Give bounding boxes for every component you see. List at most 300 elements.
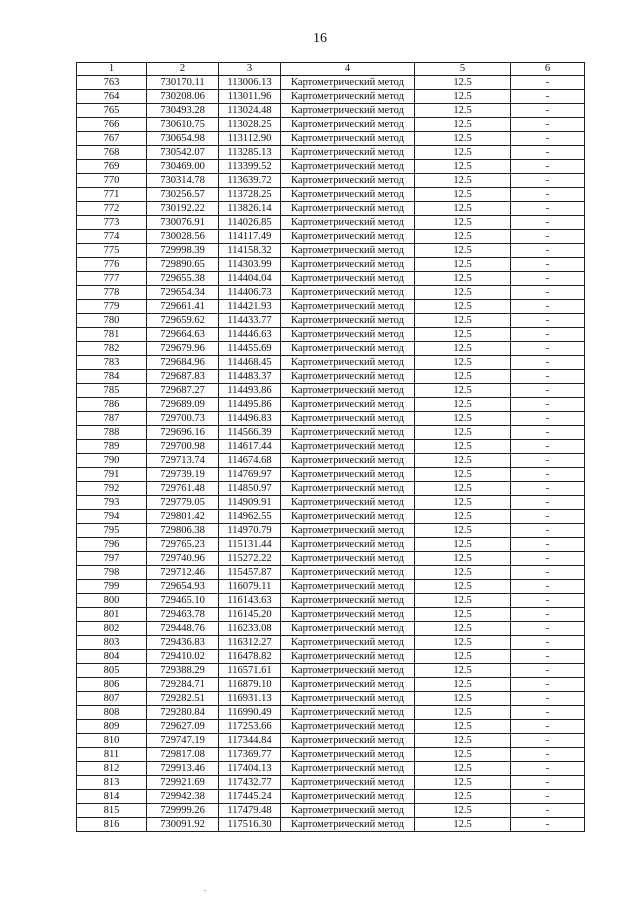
x-coordinate-cell: 729942.38 xyxy=(147,790,219,804)
accuracy-cell: 12.5 xyxy=(415,804,511,818)
y-coordinate-cell: 113011.96 xyxy=(219,90,281,104)
x-coordinate-cell: 729779.05 xyxy=(147,496,219,510)
point-number-cell: 794 xyxy=(77,510,147,524)
table-row xyxy=(77,90,585,104)
note-cell: - xyxy=(511,454,585,468)
accuracy-cell: 12.5 xyxy=(415,692,511,706)
table-row xyxy=(77,608,585,622)
note-cell: - xyxy=(511,356,585,370)
method-cell: Картометрический метод xyxy=(281,594,415,608)
accuracy-cell: 12.5 xyxy=(415,300,511,314)
note-cell: - xyxy=(511,636,585,650)
method-cell: Картометрический метод xyxy=(281,482,415,496)
method-cell: Картометрический метод xyxy=(281,678,415,692)
point-number-cell: 815 xyxy=(77,804,147,818)
table-row xyxy=(77,538,585,552)
point-number-cell: 807 xyxy=(77,692,147,706)
table-row xyxy=(77,496,585,510)
note-cell: - xyxy=(511,776,585,790)
table-row xyxy=(77,426,585,440)
note-cell: - xyxy=(511,258,585,272)
note-cell: - xyxy=(511,118,585,132)
table-row xyxy=(77,524,585,538)
y-coordinate-cell: 113024.48 xyxy=(219,104,281,118)
point-number-cell: 776 xyxy=(77,258,147,272)
method-cell: Картометрический метод xyxy=(281,90,415,104)
method-cell: Картометрический метод xyxy=(281,412,415,426)
method-cell: Картометрический метод xyxy=(281,510,415,524)
point-number-cell: 763 xyxy=(77,76,147,90)
method-cell: Картометрический метод xyxy=(281,118,415,132)
note-cell: - xyxy=(511,160,585,174)
table-row xyxy=(77,104,585,118)
note-cell: - xyxy=(511,790,585,804)
y-coordinate-cell: 116312.27 xyxy=(219,636,281,650)
note-cell: - xyxy=(511,552,585,566)
y-coordinate-cell: 114455.69 xyxy=(219,342,281,356)
x-coordinate-cell: 729664.63 xyxy=(147,328,219,342)
accuracy-cell: 12.5 xyxy=(415,636,511,650)
table-row xyxy=(77,454,585,468)
accuracy-cell: 12.5 xyxy=(415,188,511,202)
note-cell: - xyxy=(511,762,585,776)
method-cell: Картометрический метод xyxy=(281,636,415,650)
note-cell: - xyxy=(511,580,585,594)
accuracy-cell: 12.5 xyxy=(415,496,511,510)
point-number-cell: 778 xyxy=(77,286,147,300)
accuracy-cell: 12.5 xyxy=(415,594,511,608)
table-row xyxy=(77,720,585,734)
table-row xyxy=(77,566,585,580)
x-coordinate-cell: 729654.93 xyxy=(147,580,219,594)
point-number-cell: 802 xyxy=(77,622,147,636)
y-coordinate-cell: 117479.48 xyxy=(219,804,281,818)
y-coordinate-cell: 114769.97 xyxy=(219,468,281,482)
x-coordinate-cell: 730170.11 xyxy=(147,76,219,90)
method-cell: Картометрический метод xyxy=(281,454,415,468)
x-coordinate-cell: 729687.83 xyxy=(147,370,219,384)
note-cell: - xyxy=(511,524,585,538)
method-cell: Картометрический метод xyxy=(281,132,415,146)
x-coordinate-cell: 729661.41 xyxy=(147,300,219,314)
table-row xyxy=(77,174,585,188)
point-number-cell: 766 xyxy=(77,118,147,132)
y-coordinate-cell: 114674.68 xyxy=(219,454,281,468)
y-coordinate-cell: 115457.87 xyxy=(219,566,281,580)
x-coordinate-cell: 729687.27 xyxy=(147,384,219,398)
table-row xyxy=(77,258,585,272)
table-row xyxy=(77,118,585,132)
x-coordinate-cell: 729801.42 xyxy=(147,510,219,524)
table-row xyxy=(77,636,585,650)
note-cell: - xyxy=(511,174,585,188)
point-number-cell: 793 xyxy=(77,496,147,510)
note-cell: - xyxy=(511,244,585,258)
note-cell: - xyxy=(511,426,585,440)
x-coordinate-cell: 729689.09 xyxy=(147,398,219,412)
note-cell: - xyxy=(511,440,585,454)
accuracy-cell: 12.5 xyxy=(415,244,511,258)
method-cell: Картометрический метод xyxy=(281,160,415,174)
y-coordinate-cell: 114468.45 xyxy=(219,356,281,370)
note-cell: - xyxy=(511,678,585,692)
x-coordinate-cell: 729712.46 xyxy=(147,566,219,580)
x-coordinate-cell: 729747.19 xyxy=(147,734,219,748)
accuracy-cell: 12.5 xyxy=(415,398,511,412)
y-coordinate-cell: 116990.49 xyxy=(219,706,281,720)
accuracy-cell: 12.5 xyxy=(415,104,511,118)
y-coordinate-cell: 114850.97 xyxy=(219,482,281,496)
x-coordinate-cell: 730256.57 xyxy=(147,188,219,202)
y-coordinate-cell: 117404.13 xyxy=(219,762,281,776)
table-header xyxy=(77,63,585,76)
note-cell: - xyxy=(511,622,585,636)
accuracy-cell: 12.5 xyxy=(415,580,511,594)
accuracy-cell: 12.5 xyxy=(415,342,511,356)
table-row xyxy=(77,748,585,762)
note-cell: - xyxy=(511,748,585,762)
method-cell: Картометрический метод xyxy=(281,328,415,342)
x-coordinate-cell: 729436.83 xyxy=(147,636,219,650)
x-coordinate-cell: 729700.98 xyxy=(147,440,219,454)
y-coordinate-cell: 113285.13 xyxy=(219,146,281,160)
note-cell: - xyxy=(511,300,585,314)
point-number-cell: 792 xyxy=(77,482,147,496)
note-cell: - xyxy=(511,706,585,720)
note-cell: - xyxy=(511,146,585,160)
y-coordinate-cell: 114433.77 xyxy=(219,314,281,328)
method-cell: Картометрический метод xyxy=(281,692,415,706)
y-coordinate-cell: 114406.73 xyxy=(219,286,281,300)
x-coordinate-cell: 729465.10 xyxy=(147,594,219,608)
accuracy-cell: 12.5 xyxy=(415,356,511,370)
point-number-cell: 804 xyxy=(77,650,147,664)
y-coordinate-cell: 114909.91 xyxy=(219,496,281,510)
point-number-cell: 790 xyxy=(77,454,147,468)
note-cell: - xyxy=(511,650,585,664)
method-cell: Картометрический метод xyxy=(281,524,415,538)
y-coordinate-cell: 115131.44 xyxy=(219,538,281,552)
method-cell: Картометрический метод xyxy=(281,244,415,258)
method-cell: Картометрический метод xyxy=(281,440,415,454)
table-row xyxy=(77,440,585,454)
note-cell: - xyxy=(511,202,585,216)
method-cell: Картометрический метод xyxy=(281,104,415,118)
accuracy-cell: 12.5 xyxy=(415,468,511,482)
table-row xyxy=(77,342,585,356)
x-coordinate-cell: 729817.08 xyxy=(147,748,219,762)
point-number-cell: 809 xyxy=(77,720,147,734)
y-coordinate-cell: 116931.13 xyxy=(219,692,281,706)
y-coordinate-cell: 114404.04 xyxy=(219,272,281,286)
column-header-4: 4 xyxy=(281,63,415,76)
table-row xyxy=(77,804,585,818)
y-coordinate-cell: 113112.90 xyxy=(219,132,281,146)
method-cell: Картометрический метод xyxy=(281,314,415,328)
table-row xyxy=(77,468,585,482)
method-cell: Картометрический метод xyxy=(281,300,415,314)
x-coordinate-cell: 729463.78 xyxy=(147,608,219,622)
y-coordinate-cell: 114026.85 xyxy=(219,216,281,230)
method-cell: Картометрический метод xyxy=(281,398,415,412)
x-coordinate-cell: 730091.92 xyxy=(147,818,219,832)
header-row xyxy=(77,63,585,76)
method-cell: Картометрический метод xyxy=(281,664,415,678)
table-row xyxy=(77,244,585,258)
method-cell: Картометрический метод xyxy=(281,580,415,594)
table-row xyxy=(77,706,585,720)
y-coordinate-cell: 117369.77 xyxy=(219,748,281,762)
x-coordinate-cell: 730076.91 xyxy=(147,216,219,230)
method-cell: Картометрический метод xyxy=(281,608,415,622)
point-number-cell: 805 xyxy=(77,664,147,678)
table-row xyxy=(77,76,585,90)
accuracy-cell: 12.5 xyxy=(415,90,511,104)
y-coordinate-cell: 116571.61 xyxy=(219,664,281,678)
method-cell: Картометрический метод xyxy=(281,202,415,216)
point-number-cell: 812 xyxy=(77,762,147,776)
point-number-cell: 789 xyxy=(77,440,147,454)
column-header-6: 6 xyxy=(511,63,585,76)
x-coordinate-cell: 730028.56 xyxy=(147,230,219,244)
method-cell: Картометрический метод xyxy=(281,552,415,566)
point-number-cell: 814 xyxy=(77,790,147,804)
table-row xyxy=(77,300,585,314)
note-cell: - xyxy=(511,692,585,706)
method-cell: Картометрический метод xyxy=(281,720,415,734)
y-coordinate-cell: 114421.93 xyxy=(219,300,281,314)
x-coordinate-cell: 729806.38 xyxy=(147,524,219,538)
x-coordinate-cell: 729761.48 xyxy=(147,482,219,496)
accuracy-cell: 12.5 xyxy=(415,762,511,776)
table-row xyxy=(77,776,585,790)
note-cell: - xyxy=(511,818,585,832)
point-number-cell: 779 xyxy=(77,300,147,314)
note-cell: - xyxy=(511,468,585,482)
accuracy-cell: 12.5 xyxy=(415,216,511,230)
footer-mark: . xyxy=(204,884,206,893)
accuracy-cell: 12.5 xyxy=(415,384,511,398)
column-header-2: 2 xyxy=(147,63,219,76)
x-coordinate-cell: 729700.73 xyxy=(147,412,219,426)
point-number-cell: 782 xyxy=(77,342,147,356)
y-coordinate-cell: 114446.63 xyxy=(219,328,281,342)
accuracy-cell: 12.5 xyxy=(415,706,511,720)
point-number-cell: 791 xyxy=(77,468,147,482)
y-coordinate-cell: 113639.72 xyxy=(219,174,281,188)
method-cell: Картометрический метод xyxy=(281,384,415,398)
y-coordinate-cell: 114303.99 xyxy=(219,258,281,272)
table-body xyxy=(77,76,585,832)
note-cell: - xyxy=(511,384,585,398)
point-number-cell: 777 xyxy=(77,272,147,286)
table-row xyxy=(77,384,585,398)
y-coordinate-cell: 114962.55 xyxy=(219,510,281,524)
y-coordinate-cell: 113028.25 xyxy=(219,118,281,132)
table-row xyxy=(77,580,585,594)
accuracy-cell: 12.5 xyxy=(415,412,511,426)
note-cell: - xyxy=(511,286,585,300)
table-row xyxy=(77,328,585,342)
point-number-cell: 774 xyxy=(77,230,147,244)
point-number-cell: 767 xyxy=(77,132,147,146)
accuracy-cell: 12.5 xyxy=(415,678,511,692)
table-row xyxy=(77,734,585,748)
method-cell: Картометрический метод xyxy=(281,342,415,356)
point-number-cell: 799 xyxy=(77,580,147,594)
column-header-3: 3 xyxy=(219,63,281,76)
table-row xyxy=(77,398,585,412)
note-cell: - xyxy=(511,566,585,580)
point-number-cell: 795 xyxy=(77,524,147,538)
method-cell: Картометрический метод xyxy=(281,76,415,90)
table-row xyxy=(77,160,585,174)
accuracy-cell: 12.5 xyxy=(415,272,511,286)
point-number-cell: 768 xyxy=(77,146,147,160)
method-cell: Картометрический метод xyxy=(281,230,415,244)
method-cell: Картометрический метод xyxy=(281,370,415,384)
note-cell: - xyxy=(511,804,585,818)
x-coordinate-cell: 729284.71 xyxy=(147,678,219,692)
point-number-cell: 787 xyxy=(77,412,147,426)
point-number-cell: 770 xyxy=(77,174,147,188)
accuracy-cell: 12.5 xyxy=(415,650,511,664)
accuracy-cell: 12.5 xyxy=(415,230,511,244)
method-cell: Картометрический метод xyxy=(281,748,415,762)
note-cell: - xyxy=(511,132,585,146)
point-number-cell: 771 xyxy=(77,188,147,202)
note-cell: - xyxy=(511,664,585,678)
note-cell: - xyxy=(511,734,585,748)
method-cell: Картометрический метод xyxy=(281,468,415,482)
note-cell: - xyxy=(511,104,585,118)
x-coordinate-cell: 730192.22 xyxy=(147,202,219,216)
point-number-cell: 798 xyxy=(77,566,147,580)
point-number-cell: 797 xyxy=(77,552,147,566)
table-row xyxy=(77,230,585,244)
y-coordinate-cell: 117445.24 xyxy=(219,790,281,804)
point-number-cell: 808 xyxy=(77,706,147,720)
y-coordinate-cell: 113728.25 xyxy=(219,188,281,202)
method-cell: Картометрический метод xyxy=(281,272,415,286)
note-cell: - xyxy=(511,76,585,90)
x-coordinate-cell: 729655.38 xyxy=(147,272,219,286)
accuracy-cell: 12.5 xyxy=(415,202,511,216)
y-coordinate-cell: 114483.37 xyxy=(219,370,281,384)
x-coordinate-cell: 729280.84 xyxy=(147,706,219,720)
column-header-1: 1 xyxy=(77,63,147,76)
table-row xyxy=(77,762,585,776)
note-cell: - xyxy=(511,538,585,552)
x-coordinate-cell: 729998.39 xyxy=(147,244,219,258)
accuracy-cell: 12.5 xyxy=(415,538,511,552)
point-number-cell: 765 xyxy=(77,104,147,118)
point-number-cell: 780 xyxy=(77,314,147,328)
method-cell: Картометрический метод xyxy=(281,804,415,818)
table-row xyxy=(77,678,585,692)
note-cell: - xyxy=(511,720,585,734)
accuracy-cell: 12.5 xyxy=(415,426,511,440)
x-coordinate-cell: 729740.96 xyxy=(147,552,219,566)
y-coordinate-cell: 114617.44 xyxy=(219,440,281,454)
x-coordinate-cell: 729999.26 xyxy=(147,804,219,818)
y-coordinate-cell: 114970.79 xyxy=(219,524,281,538)
table-row xyxy=(77,622,585,636)
point-number-cell: 785 xyxy=(77,384,147,398)
method-cell: Картометрический метод xyxy=(281,426,415,440)
y-coordinate-cell: 116478.82 xyxy=(219,650,281,664)
method-cell: Картометрический метод xyxy=(281,356,415,370)
point-number-cell: 781 xyxy=(77,328,147,342)
point-number-cell: 811 xyxy=(77,748,147,762)
table-row xyxy=(77,286,585,300)
method-cell: Картометрический метод xyxy=(281,146,415,160)
y-coordinate-cell: 113826.14 xyxy=(219,202,281,216)
note-cell: - xyxy=(511,314,585,328)
x-coordinate-cell: 729654.34 xyxy=(147,286,219,300)
accuracy-cell: 12.5 xyxy=(415,608,511,622)
x-coordinate-cell: 729410.02 xyxy=(147,650,219,664)
accuracy-cell: 12.5 xyxy=(415,314,511,328)
point-number-cell: 769 xyxy=(77,160,147,174)
accuracy-cell: 12.5 xyxy=(415,174,511,188)
y-coordinate-cell: 114496.83 xyxy=(219,412,281,426)
y-coordinate-cell: 113006.13 xyxy=(219,76,281,90)
point-number-cell: 816 xyxy=(77,818,147,832)
x-coordinate-cell: 729696.16 xyxy=(147,426,219,440)
y-coordinate-cell: 115272.22 xyxy=(219,552,281,566)
note-cell: - xyxy=(511,328,585,342)
note-cell: - xyxy=(511,594,585,608)
table-row xyxy=(77,146,585,160)
point-number-cell: 764 xyxy=(77,90,147,104)
table-row xyxy=(77,692,585,706)
note-cell: - xyxy=(511,608,585,622)
x-coordinate-cell: 730654.98 xyxy=(147,132,219,146)
table-row xyxy=(77,594,585,608)
point-number-cell: 784 xyxy=(77,370,147,384)
accuracy-cell: 12.5 xyxy=(415,734,511,748)
accuracy-cell: 12.5 xyxy=(415,566,511,580)
method-cell: Картометрический метод xyxy=(281,762,415,776)
method-cell: Картометрический метод xyxy=(281,538,415,552)
x-coordinate-cell: 730610.75 xyxy=(147,118,219,132)
point-number-cell: 796 xyxy=(77,538,147,552)
note-cell: - xyxy=(511,482,585,496)
point-number-cell: 800 xyxy=(77,594,147,608)
y-coordinate-cell: 114566.39 xyxy=(219,426,281,440)
x-coordinate-cell: 730493.28 xyxy=(147,104,219,118)
table-row xyxy=(77,132,585,146)
table-row xyxy=(77,356,585,370)
note-cell: - xyxy=(511,398,585,412)
x-coordinate-cell: 729684.96 xyxy=(147,356,219,370)
note-cell: - xyxy=(511,412,585,426)
y-coordinate-cell: 116079.11 xyxy=(219,580,281,594)
point-number-cell: 810 xyxy=(77,734,147,748)
accuracy-cell: 12.5 xyxy=(415,258,511,272)
accuracy-cell: 12.5 xyxy=(415,146,511,160)
method-cell: Картометрический метод xyxy=(281,706,415,720)
point-number-cell: 788 xyxy=(77,426,147,440)
note-cell: - xyxy=(511,510,585,524)
note-cell: - xyxy=(511,370,585,384)
page-number: 16 xyxy=(313,31,327,46)
method-cell: Картометрический метод xyxy=(281,776,415,790)
method-cell: Картометрический метод xyxy=(281,734,415,748)
accuracy-cell: 12.5 xyxy=(415,440,511,454)
y-coordinate-cell: 116143.63 xyxy=(219,594,281,608)
